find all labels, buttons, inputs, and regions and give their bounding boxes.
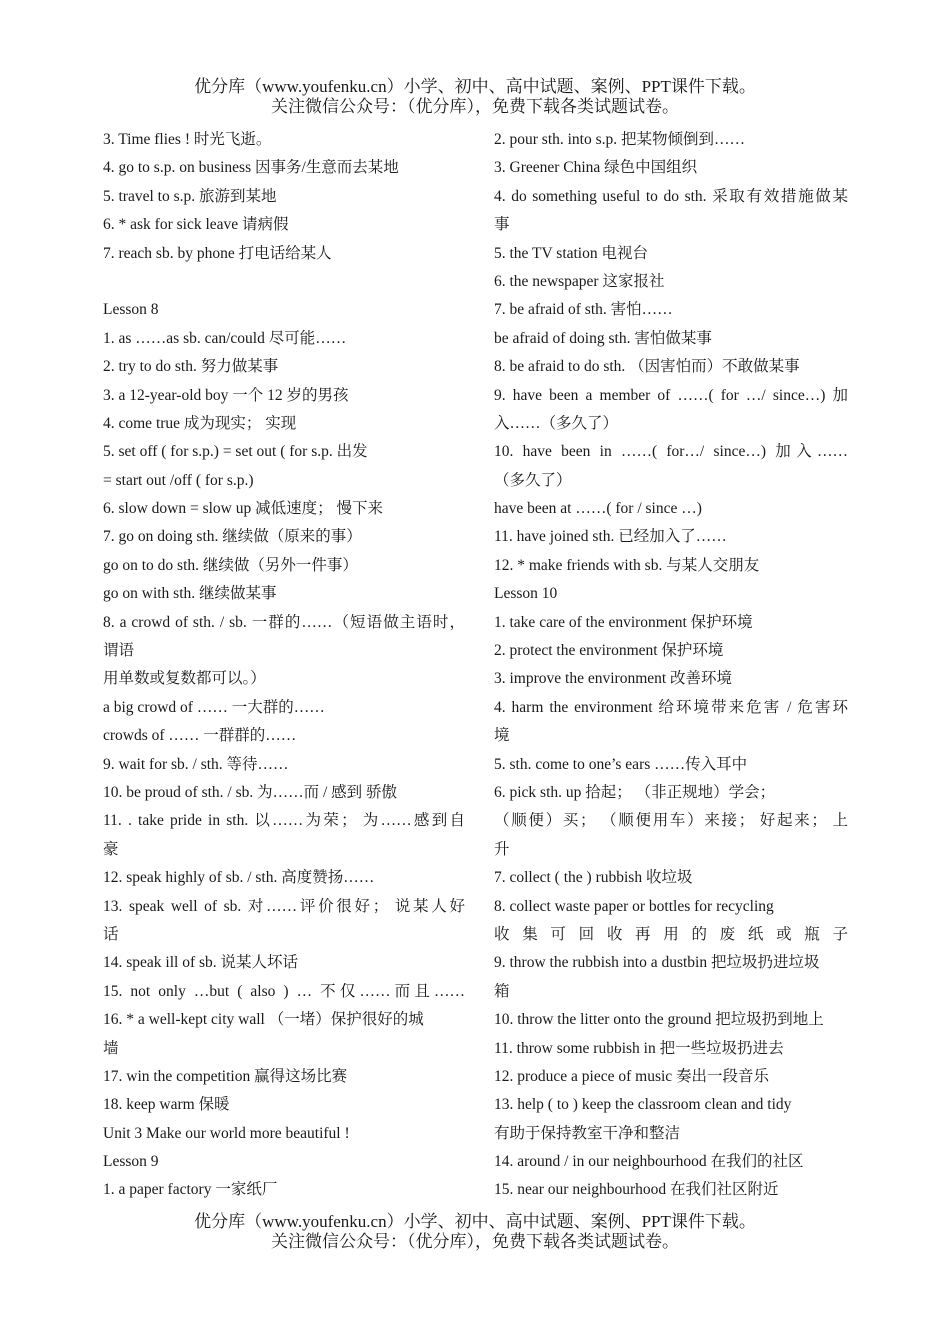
vocab-line: 1. as ……as sb. can/could 尽可能…… [103, 329, 347, 347]
vocab-line: 9. throw the rubbish into a dustbin 把垃圾扔进垃圾 [494, 954, 820, 972]
vocab-line: 16. * a well-kept city wall （一堵）保护很好的城 [103, 1011, 424, 1029]
vocab-line: 境 [494, 727, 510, 745]
vocab-line: Unit 3 Make our world more beautiful ! [103, 1124, 350, 1142]
vocab-line: 3. improve the environment 改善环境 [494, 670, 733, 688]
vocab-line: 10. have been in ……( for…/ since…) 加入…… [494, 443, 848, 461]
vocab-line: 13. speak well of sb. 对……评价很好； 说某人好 [103, 897, 465, 915]
header-line-2: 关注微信公众号：（优分库），免费下载各类试题试卷。 [271, 97, 679, 116]
vocab-line: 13. help ( to ) keep the classroom clean and tidy [494, 1096, 792, 1114]
vocab-line: 9. wait for sb. / sth. 等待…… [103, 755, 289, 773]
vocab-line: go on to do sth. 继续做（另外一件事） [103, 556, 358, 574]
vocab-line: crowds of …… 一群群的…… [103, 727, 297, 745]
vocab-line: 3. a 12-year-old boy 一个 12 岁的男孩 [103, 386, 349, 404]
vocab-line: 8. a crowd of sth. / sb. 一群的……（短语做主语时， [103, 613, 465, 631]
vocab-line: 4. do something useful to do sth. 采取有效措施做某 [494, 187, 848, 205]
vocab-line: 7. collect ( the ) rubbish 收垃圾 [494, 869, 693, 887]
vocab-line: 14. around / in our neighbourhood 在我们的社区 [494, 1153, 804, 1171]
vocab-line: 15. not only …but ( also ) … 不仅……而且…… [103, 982, 465, 1000]
vocab-line: 11. have joined sth. 已经加入了…… [494, 528, 727, 546]
vocab-line: 4. come true 成为现实； 实现 [103, 414, 297, 432]
vocab-line: go on with sth. 继续做某事 [103, 585, 277, 603]
vocab-line: 用单数或复数都可以。） [103, 670, 266, 688]
vocab-line: Lesson 9 [103, 1153, 159, 1171]
vocab-line: 4. go to s.p. on business 因事务/生意而去某地 [103, 159, 399, 177]
vocab-line: 升 [494, 840, 510, 858]
vocab-line: be afraid of doing sth. 害怕做某事 [494, 329, 712, 347]
vocab-line: 8. collect waste paper or bottles for recycling [494, 897, 774, 915]
vocab-line: 1. take care of the environment 保护环境 [494, 613, 753, 631]
vocab-line: 5. sth. come to one’s ears ……传入耳中 [494, 755, 748, 773]
vocab-line: 3. Time flies ! 时光飞逝。 [103, 131, 272, 148]
vocab-line: 14. speak ill of sb. 说某人坏话 [103, 954, 299, 972]
vocab-line: 墙 [103, 1039, 119, 1057]
vocab-line: 5. set off ( for s.p.) = set out ( for s.p. 出发 [103, 443, 368, 461]
vocab-line: Lesson 8 [103, 301, 159, 319]
vocab-line: 4. harm the environment 给环境带来危害 / 危害环 [494, 698, 848, 716]
footer-line-2: 关注微信公众号：（优分库），免费下载各类试题试卷。 [271, 1232, 679, 1251]
vocab-line: 9. have been a member of ……( for …/ since…) 加 [494, 386, 848, 404]
vocab-line: 豪 [103, 840, 119, 858]
page-header [0, 77, 950, 117]
vocab-line: 12. speak highly of sb. / sth. 高度赞扬…… [103, 869, 375, 887]
vocab-line: 箱 [494, 982, 510, 1000]
vocab-line: 6. the newspaper 这家报社 [494, 272, 665, 290]
vocab-line: 12. * make friends with sb. 与某人交朋友 [494, 556, 760, 574]
right-column [494, 126, 848, 1205]
vocab-line: 7. go on doing sth. 继续做（原来的事） [103, 528, 362, 546]
vocab-line: a big crowd of …… 一大群的…… [103, 698, 325, 716]
vocab-line: 谓语 [103, 642, 135, 660]
vocab-line: 7. reach sb. by phone 打电话给某人 [103, 244, 332, 262]
vocab-line: 17. win the competition 赢得这场比赛 [103, 1067, 348, 1085]
vocab-line: 6. pick sth. up 拾起； （非正规地）学会； [494, 783, 776, 801]
vocab-line: 15. near our neighbourhood 在我们社区附近 [494, 1181, 779, 1199]
footer-line-1: 优分库（www.youfenku.cn）小学、初中、高中试题、案例、PPT课件下载。 [194, 1212, 756, 1231]
vocab-line: = start out /off ( for s.p.) [103, 471, 254, 489]
vocab-line: 10. be proud of sth. / sb. 为……而 / 感到 骄傲 [103, 783, 398, 801]
vocab-line: （顺便）买； （顺便用车）来接； 好起来； 上 [494, 812, 848, 830]
vocab-line: 5. the TV station 电视台 [494, 244, 648, 262]
vocab-line: 7. be afraid of sth. 害怕…… [494, 301, 673, 319]
vocab-line: 话 [103, 925, 119, 943]
vocab-line: 12. produce a piece of music 奏出一段音乐 [494, 1067, 770, 1085]
vocab-line: 10. throw the litter onto the ground 把垃圾扔到地上 [494, 1011, 824, 1029]
vocab-line: 事 [494, 216, 510, 234]
vocab-line: 11. throw some rubbish in 把一些垃圾扔进去 [494, 1039, 784, 1057]
vocab-line: 3. Greener China 绿色中国组织 [494, 159, 698, 177]
left-column [103, 126, 465, 1205]
vocab-line: 1. a paper factory 一家纸厂 [103, 1181, 278, 1199]
vocab-line: 8. be afraid to do sth. （因害怕而）不敢做某事 [494, 358, 800, 376]
header-line-1: 优分库（www.youfenku.cn）小学、初中、高中试题、案例、PPT课件下载。 [194, 77, 756, 96]
vocab-line: 6. * ask for sick leave 请病假 [103, 216, 289, 234]
vocab-line: 入……（多久了） [494, 414, 619, 432]
vocab-line: 18. keep warm 保暖 [103, 1096, 230, 1114]
vocab-line: 2. try to do sth. 努力做某事 [103, 358, 279, 376]
vocab-line: （多久了） [494, 471, 572, 489]
page-footer [0, 1212, 950, 1252]
vocab-line: 6. slow down = slow up 减低速度； 慢下来 [103, 500, 383, 518]
vocab-line: 2. protect the environment 保护环境 [494, 642, 724, 660]
vocab-line: 收集可回收再用的废纸或瓶子 [494, 925, 848, 943]
vocab-line: 11. . take pride in sth. 以……为荣； 为……感到自 [103, 812, 465, 830]
vocab-line: 5. travel to s.p. 旅游到某地 [103, 187, 277, 205]
vocab-line [103, 268, 465, 296]
vocab-line: 2. pour sth. into s.p. 把某物倾倒到…… [494, 131, 746, 148]
vocab-line: Lesson 10 [494, 585, 558, 603]
vocab-line: 有助于保持教室干净和整洁 [494, 1124, 681, 1142]
vocab-line: have been at ……( for / since …) [494, 500, 702, 518]
